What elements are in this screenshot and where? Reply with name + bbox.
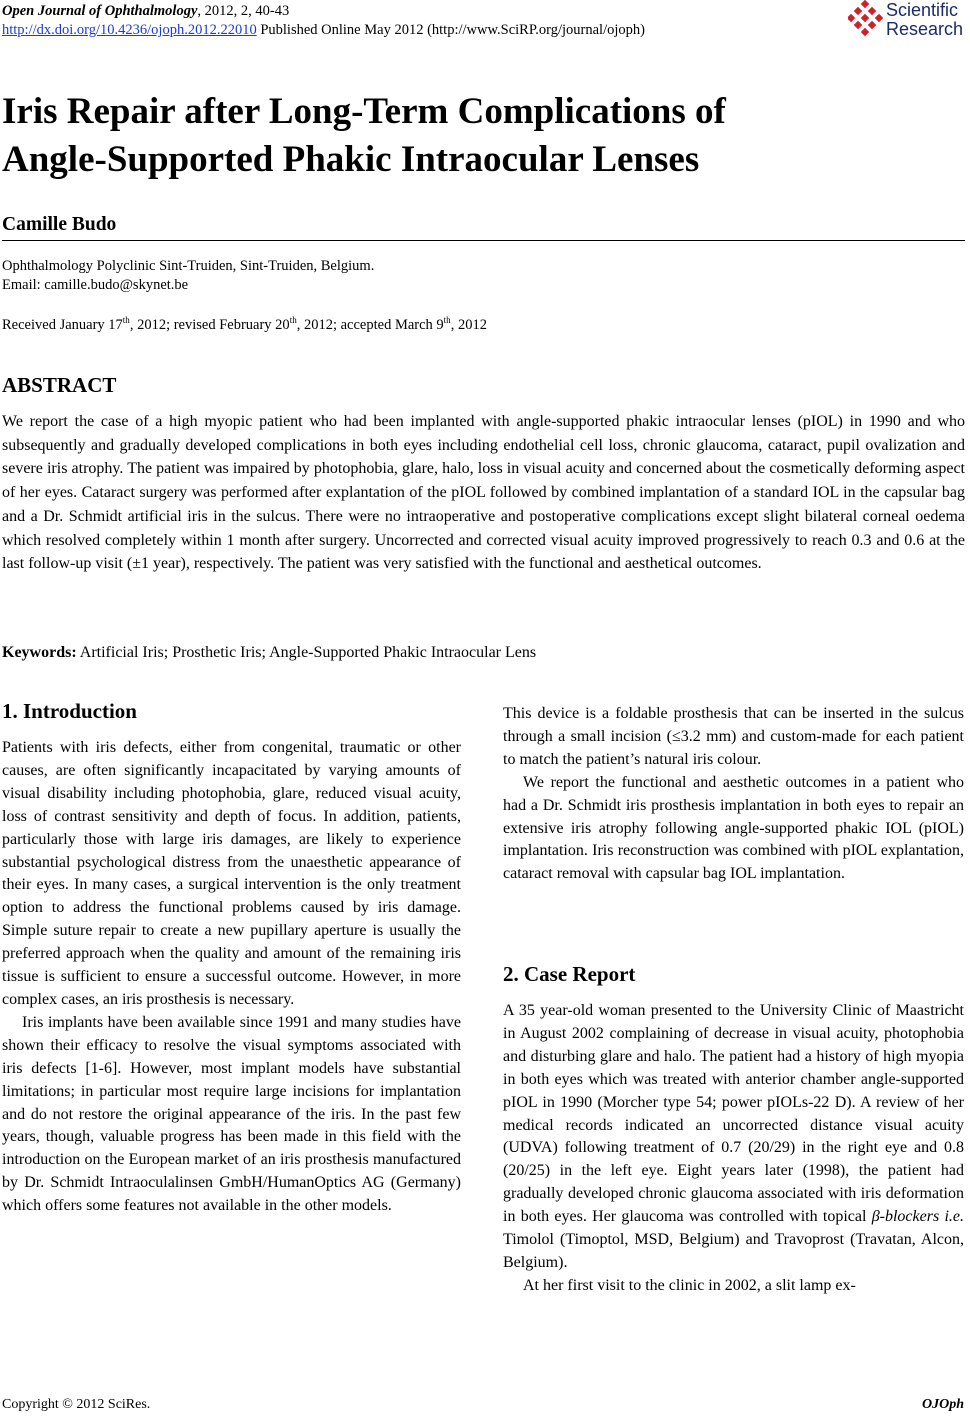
paragraph: Patients with iris defects, either from congenital, traumatic or other causes, are often significantly incapacitated by varying amounts of visual disability including photophobia, glare, reduced visual acuity, loss of contrast sensitivity and depth of focus. In addition, patients, particularly those with large iris damages, are likely to experience substantial psychological distress from the unaesthetic appearance of their eyes. In many cases, a surgical intervention is the only treatment option to address the functional problems caused by iris damage. Simple suture repair to create a new pupillary aperture is usually the preferred approach when the quality and amount of the remaining iris tissue is sufficient to ensure a successful outcome. However, in more complex cases, an iris prosthesis is necessary. (2, 739, 461, 1008)
author-name: Camille Budo (2, 214, 117, 235)
ordinal-suffix: th (289, 315, 297, 326)
affiliation: Ophthalmology Polyclinic Sint-Truiden, Sint-Truiden, Belgium. (2, 258, 375, 274)
ordinal-suffix: th (443, 315, 451, 326)
year-text: , 2012 (450, 317, 487, 333)
ordinal-suffix: th (122, 315, 130, 326)
paragraph: We report the functional and aesthetic outcomes in a patient who had a Dr. Schmidt iris prosthesis implantation in both eyes to repair an extensive iris atrophy following angle-supported phakic IOL (pIOL) implantation. Iris reconstruction was combined with pIOL explantation, cataract removal with capsular bag IOL implantation. (503, 773, 964, 883)
revised-text: , 2012; revised February 20 (129, 317, 290, 333)
journal-name: Open Journal of Ophthalmology (2, 3, 198, 19)
title-line-2: Angle-Supported Phakic Intraocular Lenses (2, 139, 700, 180)
article-title (2, 88, 942, 184)
logo-mark-icon (848, 0, 884, 40)
right-column-bottom (503, 1000, 964, 1298)
right-column-top (503, 703, 964, 886)
footer-copyright: Copyright © 2012 SciRes. (2, 1397, 151, 1412)
logo-word-research: Research (886, 19, 964, 39)
paragraph (503, 1000, 964, 1275)
abstract-text: We report the case of a high myopic patient who had been implanted with angle-supported phakic intraocular lenses (pIOL) in 1990 and who subsequently and gradually developed complications in both eyes including endothelial cell loss, chronic glaucoma, cataract, pupil ovalization and severe iris atrophy. The patient was impaired by photophobia, glare, halo, loss in visual acuity and concerned about the cosmetically deforming aspect of her eyes. Cataract surgery was performed after explantation of the pIOL followed by combined implantation of a standard IOL in the capsular bag and a Dr. Schmidt artificial iris in the sulcus. There were no intraoperative and postoperative complications except slight bilateral corneal oedema which resolved completely within 1 month after surgery. Uncorrected and corrected visual acuity improved progressively to reach 0.3 and 0.6 at the last follow-up visit (±1 year), respectively. The patient was very satisfied with the functional and aesthetical outcomes. (2, 413, 965, 573)
beta-blockers: β-blockers (871, 1208, 940, 1226)
doi-link[interactable]: http://dx.doi.org/10.4236/ojoph.2012.22010 (2, 22, 257, 38)
section-heading-case-report: 2. Case Report (503, 962, 636, 986)
section-heading-introduction: 1. Introduction (2, 699, 137, 723)
accepted-text: , 2012; accepted March 9 (296, 317, 444, 333)
published-online: Published Online May 2012 (http://www.SciRP.org/journal/ojoph) (256, 22, 645, 38)
logo-word-scientific: Scientific (886, 0, 959, 20)
received-dates (2, 316, 487, 334)
paragraph: Iris implants have been available since 1991 and many studies have shown their efficacy to resolve the visual symptoms associated with iris defects [1-6]. However, most implant models have substantial limitations; in particular most require large incisions for implantation and do not restore the original appearance of the iris. In the past few years, though, valuable progress has been made in this field with the introduction on the European market of an iris prosthesis manufactured by Dr. Schmidt Intraoculalinsen GmbH/HumanOptics AG (Germany) which offers some features not available in the other models. (2, 1013, 461, 1215)
title-line-1: Iris Repair after Long-Term Complications of (2, 91, 726, 132)
footer-journal-abbr: OJOph (921, 1397, 964, 1412)
doi-line (2, 21, 645, 39)
keywords-list: Artificial Iris; Prosthetic Iris; Angle-Supported Phakic Intraocular Lens (76, 644, 537, 661)
journal-issue: , 2012, 2, 40-43 (197, 3, 290, 19)
author-divider (2, 240, 965, 241)
left-column (2, 737, 461, 1218)
paragraph: At her first visit to the clinic in 2002, a slit lamp ex- (523, 1276, 856, 1294)
scirp-logo (848, 0, 970, 44)
abstract-heading: ABSTRACT (2, 373, 117, 397)
case-text: A 35 year-old woman presented to the University Clinic of Maastricht in August 2002 complaining of decrease in visual acuity, photophobia and disturbing glare and halo. The patient had a history of high myopia in both eyes which was treated with anterior chamber angle-supported pIOL in 1990 (Morcher type 54; power pIOLs-22 D). A review of her medical records indicated an uncorrected distance visual acuity (UDVA) following treatment of 0.7 (20/29) in the right eye and 0.8 (20/25) in the left eye. Eight years later (1998), the patient had gradually developed chronic glaucoma associated with iris deformation in both eyes. Her glaucoma was controlled with topical (503, 1002, 964, 1226)
ie-abbrev: i.e. (944, 1208, 965, 1226)
keywords-label: Keywords: (2, 644, 77, 661)
journal-citation (2, 2, 289, 20)
case-text-end: Timolol (Timoptol, MSD, Belgium) and Travoprost (Travatan, Alcon, Belgium). (503, 1231, 964, 1271)
author-email: Email: camille.budo@skynet.be (2, 277, 189, 293)
keywords (2, 642, 965, 664)
received-text: Received January 17 (2, 317, 123, 333)
paragraph: This device is a foldable prosthesis that can be inserted in the sulcus through a small incision (≤3.2 mm) and custom-made for each patient to match the patient’s natural iris colour. (503, 705, 964, 768)
